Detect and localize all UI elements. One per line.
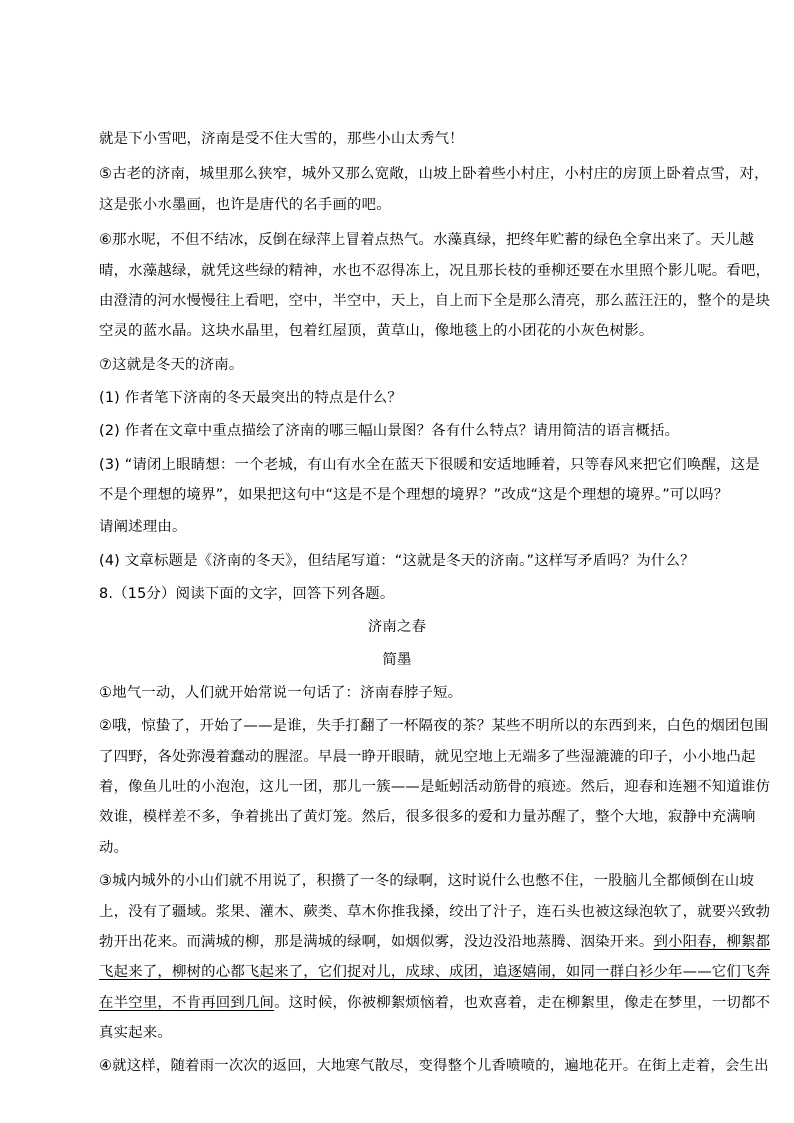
paragraph-6-line-2: 晴，水藻越绿，就凭这些绿的精神，水也不忍得冻上，况且那长枝的垂柳还要在水里照个影儿呢。看吧， bbox=[99, 263, 771, 279]
article-author: 简墨 bbox=[382, 652, 412, 668]
article-paragraph-3-line-4 bbox=[99, 962, 771, 982]
question-2: (2) 作者在文章中重点描绘了济南的哪三幅山景图？各有什么特点？请用简洁的语言概括。 bbox=[99, 423, 680, 439]
underlined-sentence: 飞起来了，柳树的心都飞起来了，它们捉对儿，成球、成团，追逐嬉闹，如同一群白衫少年——它们飞奔 bbox=[99, 964, 771, 980]
paragraph-6-line-3: 由澄清的河水慢慢往上看吧，空中，半空中，天上，自上而下全是那么清亮，那么蓝汪汪的，整个的是块 bbox=[99, 293, 771, 309]
article-paragraph-2-line-5: 动。 bbox=[99, 840, 129, 856]
underlined-sentence-start: 到小阳春，柳絮都 bbox=[653, 934, 771, 950]
article-paragraph-2-line-2: 了四野，各处弥漫着蠢动的腥涩。早晨一睁开眼睛，就见空地上无端多了些湿漉漉的印子，小小地凸起 bbox=[99, 749, 756, 765]
article-paragraph-3-line-1: ③城内城外的小山们就不用说了，积攒了一冬的绿啊，这时说什么也憋不住，一股脑儿全都倾倒在山坡 bbox=[99, 873, 755, 889]
paragraph-5-line-2: 这是张小水墨画，也许是唐代的名手画的吧。 bbox=[99, 197, 391, 213]
article-paragraph-1: ①地气一动，人们就开始常说一句话了：济南春脖子短。 bbox=[99, 685, 463, 701]
question-4: (4) 文章标题是《济南的冬天》，但结尾写道：“这就是冬天的济南。”这样写矛盾吗？为什么？ bbox=[99, 553, 695, 569]
article-paragraph-3-line-5 bbox=[99, 993, 771, 1013]
plain-text: 。这时候，你被柳絮烦恼着，也欢喜着，走在柳絮里，像走在梦里，一切都不 bbox=[274, 995, 771, 1011]
article-paragraph-3-line-2: 上，没有了疆域。浆果、灌木、蕨类、草木你推我搡，绞出了汁子，连石头也被这绿泡软了，就要兴致勃 bbox=[99, 904, 771, 920]
plain-text: 勃开出花来。而满城的柳，那是满城的绿啊，如烟似雾，没边没沿地蒸腾、洇染开来。 bbox=[99, 934, 654, 950]
article-paragraph-3-line-3 bbox=[99, 932, 771, 952]
paragraph-5-line-1: ⑤古老的济南，城里那么狭窄，城外又那么宽敞，山坡上卧着些小村庄，小村庄的房顶上卧着点雪，对， bbox=[99, 166, 769, 182]
article-paragraph-2-line-1: ②哦，惊蛰了，开始了——是谁，失手打翻了一杯隔夜的茶？某些不明所以的东西到来，白色的烟团包围 bbox=[99, 718, 769, 734]
paragraph-7: ⑦这就是冬天的济南。 bbox=[99, 357, 244, 373]
question-3-line-3: 请阐述理由。 bbox=[99, 519, 187, 535]
question-8-heading: 8.（15分）阅读下面的文字，回答下列各题。 bbox=[99, 586, 395, 602]
paragraph-6-line-4: 空灵的蓝水晶。这块水晶里，包着红屋顶，黄草山，像地毯上的小团花的小灰色树影。 bbox=[99, 323, 654, 339]
article-paragraph-2-line-4: 效谁，模样差不多，争着挑出了黄灯笼。然后，很多很多的爱和力量苏醒了，整个大地，寂静中充满响 bbox=[99, 809, 756, 825]
underlined-sentence-end: 在半空里，不肯再回到几间 bbox=[99, 995, 275, 1011]
question-3-line-1: (3) “请闭上眼睛想：一个老城，有山有水全在蓝天下很暖和安适地睡着，只等春风来把它们唤醒，这是 bbox=[99, 457, 760, 473]
paragraph-6-line-1: ⑥那水呢，不但不结冰，反倒在绿萍上冒着点热气。水藻真绿，把终年贮蓄的绿色全拿出来了。天儿越 bbox=[99, 232, 755, 248]
article-title: 济南之春 bbox=[367, 619, 427, 635]
text-line: 就是下小雪吧，济南是受不住大雪的，那些小山太秀气！ bbox=[99, 131, 464, 147]
article-paragraph-4-line-1: ④就这样，随着雨一次次的返回，大地寒气散尽，变得整个儿香喷喷的，遍地花开。在街上走着，会生出 bbox=[99, 1058, 769, 1074]
article-paragraph-3-line-6: 真实起来。 bbox=[99, 1025, 172, 1041]
question-1: (1) 作者笔下济南的冬天最突出的特点是什么？ bbox=[99, 390, 402, 406]
article-paragraph-2-line-3: 着，像鱼儿吐的小泡泡，这儿一团，那儿一簇——是蚯蚓活动筋骨的痕迹。然后，迎春和连翘不知道谁仿 bbox=[99, 779, 771, 795]
question-3-line-2: 不是个理想的境界”，如果把这句中“这是不是个理想的境界？”改成“这是个理想的境界。”可以吗？ bbox=[99, 487, 729, 503]
